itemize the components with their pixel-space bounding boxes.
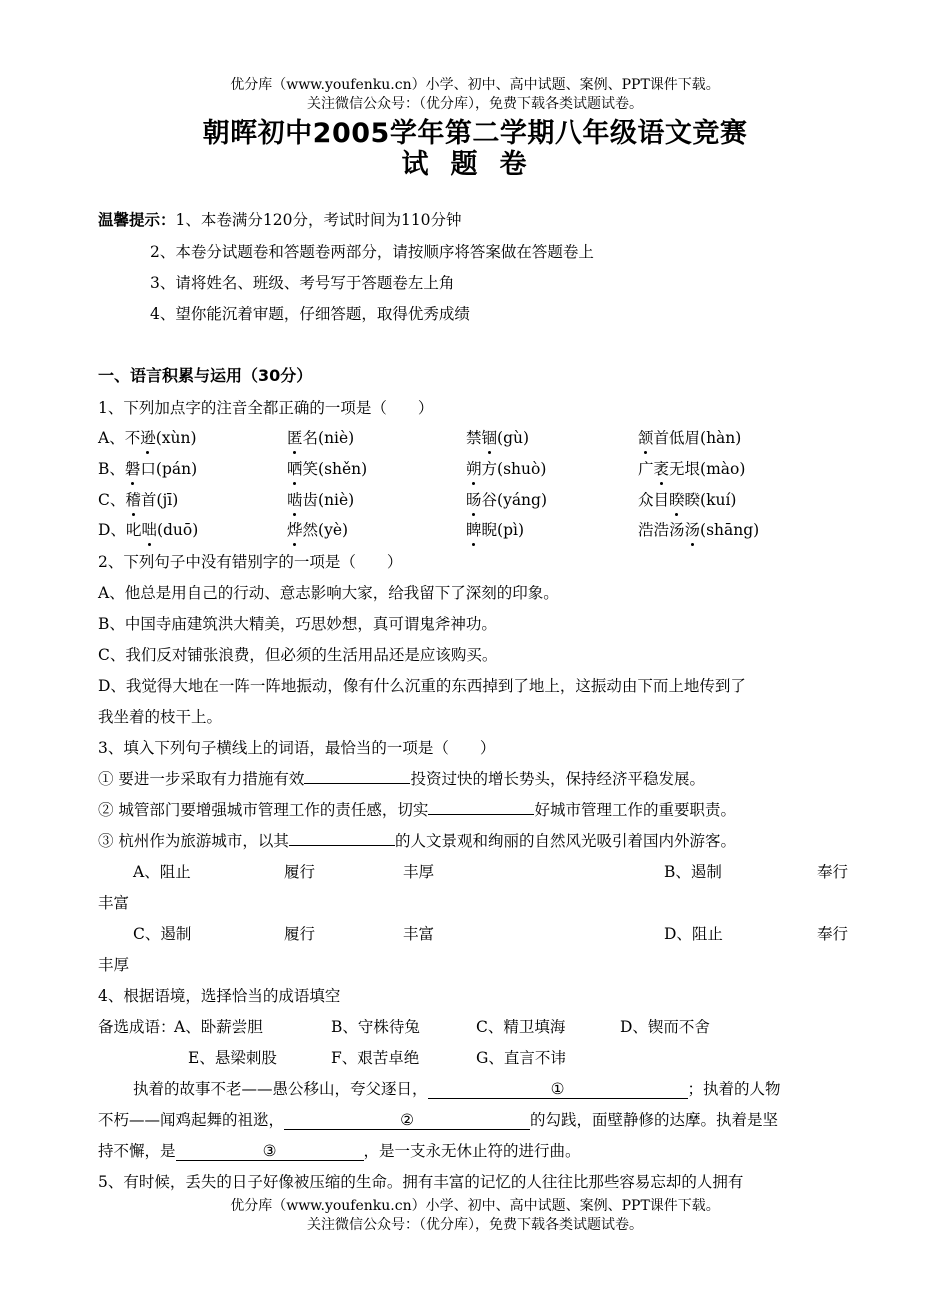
q4-idiom-c: C、精卫填海 [476,1018,566,1036]
q3-option-c-word-2: 履行 [284,925,316,943]
q2-option-b: B、中国寺庙建筑洪大精美，巧思妙想，真可谓鬼斧神功。 [98,615,497,633]
q1-option: A、不逊(xùn) [98,426,197,448]
q1-option: 禁锢(gù) [466,426,529,448]
q3-option-b-word-3: 丰富 [98,894,130,912]
q1-option: B、磐口(pán) [98,457,197,479]
q2-option-d-cont: 我坐着的枝干上。 [98,708,223,726]
q3-option-b-word-1: B、遏制 [664,863,722,881]
question-4-stem: 4、根据语境，选择恰当的成语填空 [98,987,341,1005]
q3-option-a-word-2: 履行 [284,863,316,881]
q4-idiom-a: A、卧薪尝胆 [174,1018,263,1036]
q3-option-d-word-1: D、阻止 [664,925,723,943]
q4-idiom-e: E、悬梁刺股 [188,1049,277,1067]
tip-item: 2、本卷分试题卷和答题卷两部分，请按顺序将答案做在答题卷上 [150,243,594,261]
q1-option: 朔方(shuò) [466,457,546,479]
q3-option-c-word-3: 丰富 [403,925,435,943]
q1-option: D、叱咄(duō) [98,518,198,540]
question-2-stem: 2、下列句子中没有错别字的一项是（ ） [98,553,403,571]
q3-option-a-word-3: 丰厚 [403,863,435,881]
q1-option: 颔首低眉(hàn) [638,426,741,448]
fill-blank-1: ① [428,1080,688,1099]
q2-option-d: D、我觉得大地在一阵一阵地振动，像有什么沉重的东西掉到了地上，这振动由下而上地传到了 [98,677,746,695]
q1-option: 浩浩汤汤(shāng) [638,518,759,540]
fill-blank [304,768,410,784]
tip-item: 1、本卷满分120分，考试时间为110分钟 [175,211,462,229]
q3-option-a-word-1: A、阻止 [133,863,191,881]
footer-line-1: 优分库（www.youfenku.cn）小学、初中、高中试题、案例、PPT课件下载。 [230,1198,720,1214]
q3-sentence-1: ① 要进一步采取有力措施有效 投资过快的增长势头，保持经济平稳发展。 [98,770,705,788]
q4-passage-line-2: 不朽——闻鸡起舞的祖逖， ② 的勾践，面壁静修的达摩。执着是坚 [98,1111,779,1129]
q3-sentence-2: ② 城管部门要增强城市管理工作的责任感，切实 好城市管理工作的重要职责。 [98,801,736,819]
q4-idiom-label: 备选成语： [98,1018,176,1036]
header-line-1: 优分库（www.youfenku.cn）小学、初中、高中试题、案例、PPT课件下载。 [230,77,720,93]
footer-line-2: 关注微信公众号：（优分库），免费下载各类试题试卷。 [307,1217,643,1233]
q1-option: 哂笑(shěn) [287,457,367,479]
q3-option-c-word-1: C、遏制 [133,925,192,943]
q4-idiom-b: B、守株待兔 [331,1018,420,1036]
q1-option: 广袤无垠(mào) [638,457,745,479]
question-1-stem: 1、下列加点字的注音全都正确的一项是（ ） [98,399,434,417]
tips-label: 温馨提示： [98,210,176,229]
q3-option-b-word-2: 奉行 [817,863,849,881]
page-title: 朝晖初中2005学年第二学期八年级语文竞赛 [202,118,748,149]
q1-option: C、稽首(jī) [98,488,178,510]
header-line-2: 关注微信公众号：（优分库），免费下载各类试题试卷。 [307,96,643,112]
q4-passage-line-3: 持不懈，是 ③ ，是一支永无休止符的进行曲。 [98,1142,581,1160]
q1-option: 烨然(yè) [287,518,348,540]
q2-option-a: A、他总是用自己的行动、意志影响大家，给我留下了深刻的印象。 [98,584,559,602]
q3-sentence-3: ③ 杭州作为旅游城市，以其 的人文景观和绚丽的自然风光吸引着国内外游客。 [98,832,736,850]
q1-option: 众目睽睽(kuí) [638,488,736,510]
q2-option-c: C、我们反对铺张浪费，但必须的生活用品还是应该购买。 [98,646,498,664]
fill-blank-2: ② [284,1111,530,1130]
fill-blank [428,799,534,815]
fill-blank [289,830,395,846]
q4-idiom-f: F、艰苦卓绝 [331,1049,420,1067]
tip-item: 3、请将姓名、班级、考号写于答题卷左上角 [150,274,455,292]
fill-blank-3: ③ [176,1142,364,1161]
q4-passage-line-1: 执着的故事不老——愚公移山，夸父逐日， ① ；执着的人物 [133,1080,781,1098]
q4-idiom-g: G、直言不讳 [476,1049,566,1067]
q1-option: 旸谷(yáng) [466,488,547,510]
question-5-stem: 5、有时候，丢失的日子好像被压缩的生命。拥有丰富的记忆的人往往比那些容易忘却的人拥有 [98,1173,744,1191]
page-subtitle: 试题卷 [401,149,549,180]
section-title: 一、语言积累与运用（30分） [98,366,313,385]
tip-item: 4、望你能沉着审题，仔细答题，取得优秀成绩 [150,305,470,323]
q3-option-d-word-3: 丰厚 [98,956,130,974]
q3-option-d-word-2: 奉行 [817,925,849,943]
question-3-stem: 3、填入下列句子横线上的词语，最恰当的一项是（ ） [98,739,496,757]
q1-option: 睥睨(pì) [466,518,524,540]
q1-option: 啮齿(niè) [287,488,354,510]
q4-idiom-d: D、锲而不舍 [620,1018,710,1036]
tips-line-1 [98,208,462,230]
q1-option: 匿名(niè) [287,426,354,448]
